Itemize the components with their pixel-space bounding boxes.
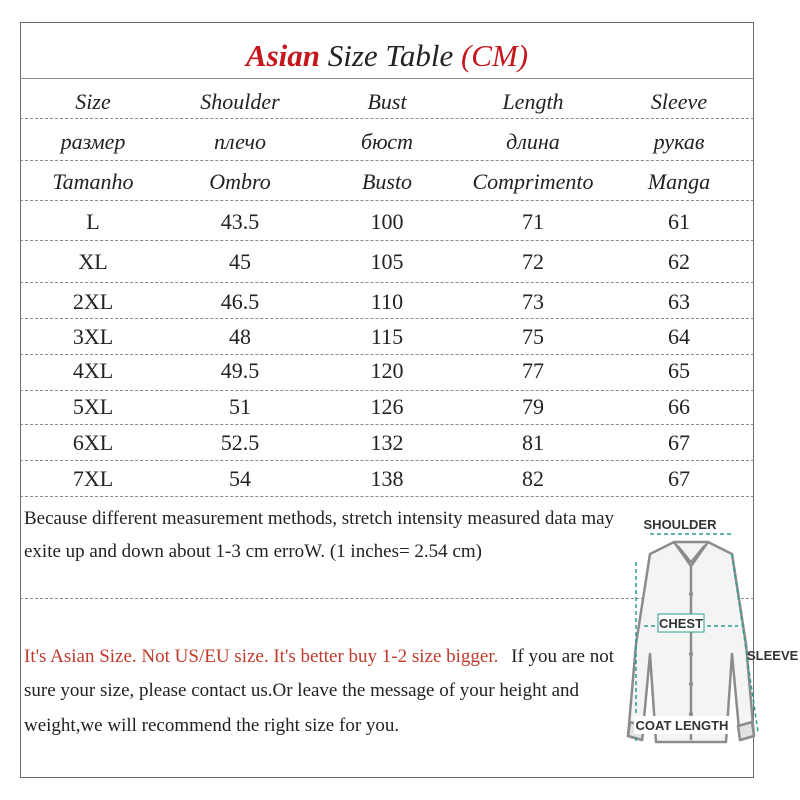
table-cell: 81 (522, 430, 544, 455)
table-cell: 43.5 (220, 209, 260, 234)
chest-label: CHEST (658, 616, 704, 631)
table-header-cell: плечо (213, 129, 267, 154)
table-cell: 132 (370, 430, 404, 455)
table-header-cell: Sleeve (650, 89, 708, 114)
table-header-cell: Bust (367, 89, 407, 114)
table-header-row (20, 125, 754, 159)
table-cell: 71 (522, 209, 544, 234)
table-header-cell: Shoulder (200, 89, 280, 114)
measure-note-1: Because different measurement methods, stretch intensity measured data may (24, 508, 615, 529)
table-cell: 63 (668, 289, 690, 314)
table-cell: 115 (370, 324, 404, 349)
table-header-cell: Tamanho (52, 169, 134, 194)
table-cell: L (86, 209, 100, 234)
title-asian: Asian (245, 38, 320, 73)
table-row-divider (20, 200, 754, 201)
table-cell: 4XL (72, 358, 114, 383)
table-cell: 54 (229, 466, 251, 491)
table-header-cell: Manga (647, 169, 711, 194)
table-header-cell: Ombro (209, 169, 271, 194)
table-cell: 51 (229, 394, 251, 419)
table-cell: 3XL (72, 324, 114, 349)
table-row (20, 245, 754, 279)
table-cell: 64 (668, 324, 690, 349)
coat-length-label: COAT LENGTH (635, 718, 729, 733)
measure-note-2: exite up and down about 1-3 cm erroW. (1 inches= 2.54 cm) (24, 541, 482, 562)
table-cell: 72 (522, 249, 544, 274)
table-cell: 79 (522, 394, 544, 419)
table-cell: 2XL (72, 289, 114, 314)
advice-line-1 (24, 641, 614, 673)
table-row-divider (20, 240, 754, 241)
table-cell: 73 (522, 289, 544, 314)
shirt-measurement-diagram (608, 504, 800, 752)
table-cell: 66 (668, 394, 690, 419)
table-header-cell: бюст (361, 129, 413, 154)
table-row (20, 426, 754, 460)
table-header-cell: Size (75, 89, 111, 114)
table-header-cell: длина (506, 129, 560, 154)
title-size-table: Size Table (327, 38, 454, 73)
table-cell: 67 (668, 466, 690, 491)
sleeve-label: SLEEVE (747, 648, 799, 663)
table-cell: 5XL (72, 394, 114, 419)
table-row-divider (20, 424, 754, 425)
table-cell: 100 (370, 209, 404, 234)
table-cell: 52.5 (220, 430, 260, 455)
table-row (20, 462, 754, 496)
table-header-cell: Comprimento (472, 169, 594, 194)
table-row-divider (20, 282, 754, 283)
table-cell: 48 (229, 324, 251, 349)
table-cell: 65 (668, 358, 690, 383)
table-header-cell: размер (60, 129, 126, 154)
table-header-cell: Length (502, 89, 564, 114)
table-row (20, 285, 754, 319)
table-row-divider (20, 496, 754, 497)
shoulder-label: SHOULDER (643, 517, 717, 532)
table-cell: 61 (668, 209, 690, 234)
table-row (20, 354, 754, 388)
table-cell: 120 (370, 358, 404, 383)
table-cell: 6XL (72, 430, 114, 455)
advice-line-3: weight,we will recommend the right size for you. (24, 715, 400, 736)
table-cell: 49.5 (220, 358, 260, 383)
table-row (20, 205, 754, 239)
table-cell: 110 (370, 289, 404, 314)
table-cell: 75 (522, 324, 544, 349)
table-cell: 7XL (72, 466, 114, 491)
table-header-row (20, 85, 754, 119)
table-cell: 105 (370, 249, 404, 274)
table-cell: 82 (522, 466, 544, 491)
table-row (20, 320, 754, 354)
table-cell: 67 (668, 430, 690, 455)
table-cell: 126 (370, 394, 404, 419)
table-cell: 45 (229, 249, 251, 274)
table-cell: 62 (668, 249, 690, 274)
table-cell: 77 (522, 358, 544, 383)
table-header-cell: Busto (361, 169, 413, 194)
title-unit: (CM) (460, 38, 529, 73)
table-row-divider (20, 460, 754, 461)
table-row (20, 390, 754, 424)
page-title (20, 36, 754, 76)
table-row-divider (20, 160, 754, 161)
table-header-cell: рукав (653, 129, 705, 154)
advice-line-2: sure your size, please contact us.Or leave the message of your height and (24, 680, 580, 701)
asian-size-warning: It's Asian Size. Not US/EU size. It's better buy 1-2 size bigger. (24, 646, 499, 667)
table-header-row (20, 165, 754, 199)
advice-text-1: If you are not (511, 646, 615, 667)
divider (20, 78, 754, 79)
table-cell: 46.5 (220, 289, 260, 314)
table-cell: 138 (370, 466, 404, 491)
table-cell: XL (78, 249, 108, 274)
